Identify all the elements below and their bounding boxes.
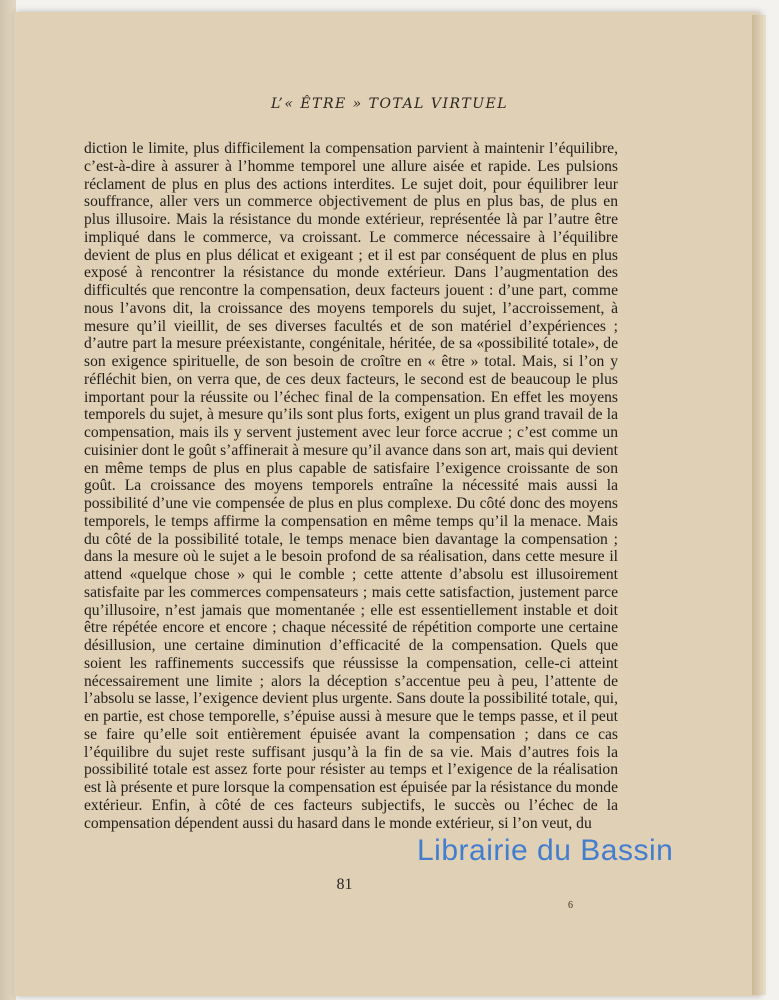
signature-mark: 6 [568, 900, 573, 911]
page-stack-edge [752, 15, 766, 995]
running-head: L’« ÊTRE » TOTAL VIRTUEL [270, 96, 509, 112]
watermark: Librairie du Bassin [417, 834, 674, 867]
page-number: 81 [336, 876, 353, 893]
body-text: diction le limite, plus difficilement la compensation parvient à maintenir l’équilibre, c’est-à-dire à assurer à l’homme temporel une allure aisée et rapide. Les pulsions réclament de plus en plus des actions interdites. Le sujet doit, pour équilibrer leur souffrance, aller vers un commerce objectivement de plus en plus bas, de plus en plus illusoire. Mais la résistance du monde extérieur, représentée là par l’autre être impliqué dans le commerce, va croissant. Le commerce nécessaire à l’équilibre devient de plus en plus délicat et exigeant ; et il est par conséquent de plus en plus exposé à rencontrer la résistance du monde extérieur. Dans l’augmentation des difficultés que rencontre la compensation, deux facteurs jouent : d’une part, comme nous l’avons dit, la croissance des moyens temporels du sujet, l’accroissement, à mesure qu’il vieillit, de ses diverses facultés et de son matériel d’expériences ; d’autre part la mesure préexistante, congénitale, héritée, de sa «possibilité totale», de son exigence spirituelle, de son besoin de croître en « être » total. Mais, si l’on y réfléchit bien, on verra que, de ces deux facteurs, le second est de beaucoup le plus important pour la réussite ou l’échec final de la compensation. En effet les moyens temporels du sujet, à mesure qu’ils sont plus forts, exigent un plus grand travail de la compensation, mais ils y servent justement avec leur force accrue ; c’est comme un cuisinier dont le goût s’affinerait à mesure qu’il avance dans son art, mais qui devient en même temps de plus en plus capable de satisfaire l’exigence croissante de son goût. La croissance des moyens temporels entraîne la nécessité mais aussi la possibilité d’une vie compensée de plus en plus complexe. Du côté donc des moyens temporels, le temps affirme la compensation en même temps qu’il la menace. Mais du côté de la possibilité totale, le temps menace bien davantage la compensation ; dans la mesure où le sujet a le besoin profond de sa réalisation, dans cette mesure il attend «quelque chose » qui le comble ; cette attente d’absolu est illusoirement satisfaite par les commerces compensateurs ; mais cette satisfaction, justement parce qu’illusoire, n’est jamais que momentanée ; elle est essentiellement instable et doit être répétée encore et encore ; chaque nécessité de répétition comporte une certaine désillusion, une certaine diminution d’efficacité de la compensation. Quels que soient les raffinements successifs que réussisse la compensation, celle-ci atteint nécessairement une limite ; alors la déception s’accentue peu à peu, l’attente de l’absolu se lasse, l’exigence devient plus urgente. Sans doute la possibilité totale, qui, en partie, est chose temporelle, s’épuise aussi à mesure que le temps passe, et il peut se faire qu’elle soit entièrement épuisée avant la compensation ; dans ce cas l’équilibre du sujet reste suffisant jusqu’à la fin de sa vie. Mais d’autres fois la possibilité totale est assez forte pour résister au temps et l’exigence de la réalisation est là présente et pure lorsque la compensation est épuisée par la résistance du monde extérieur. Enfin, à côté de ces facteurs subjectifs, le succès ou l’échec de la compensation dépendent aussi du hasard dans le monde extérieur, si l’on veut, du [84, 140, 618, 832]
